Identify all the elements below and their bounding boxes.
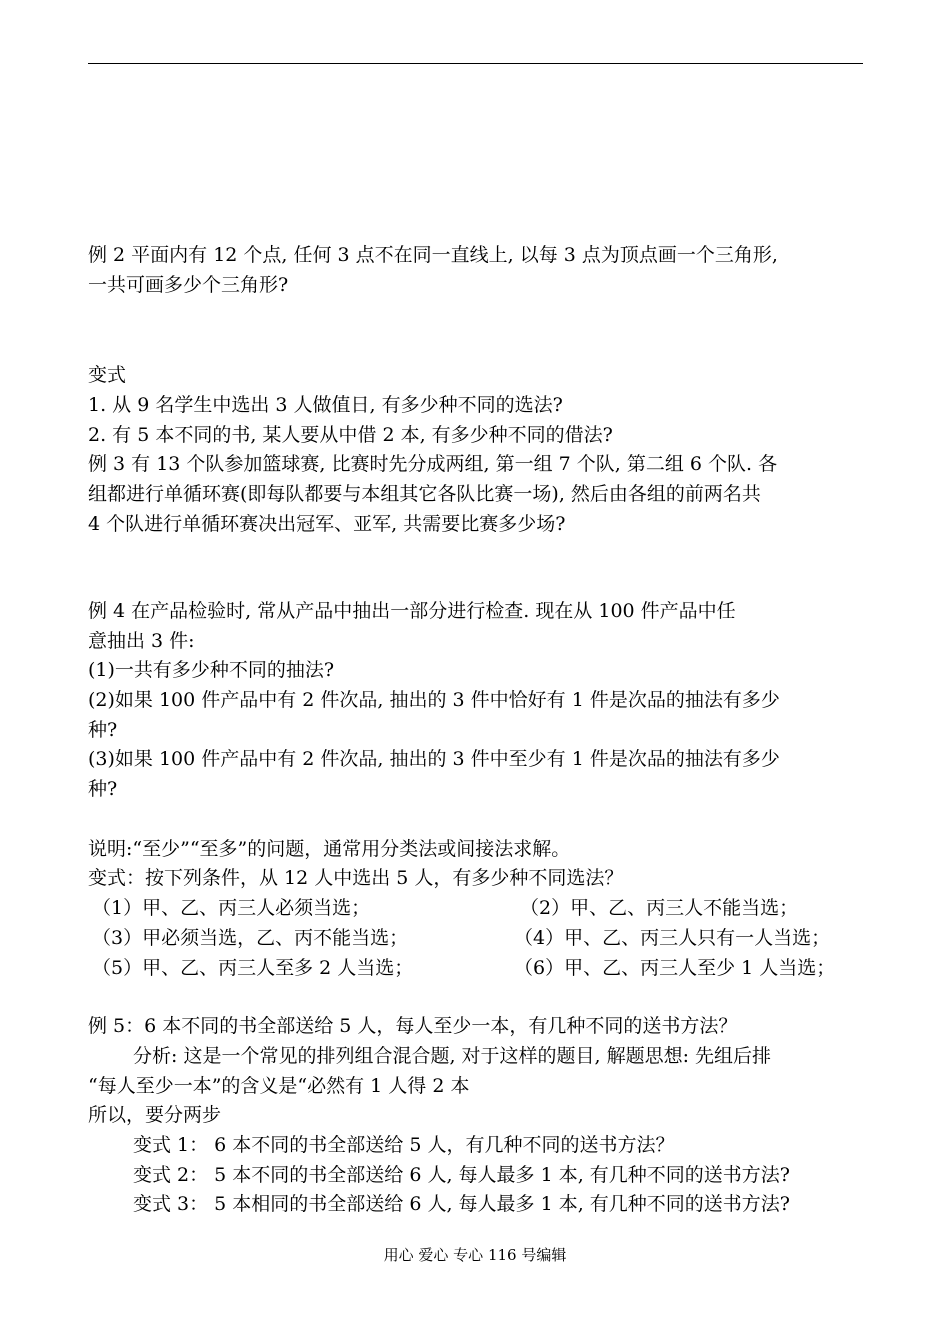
example-3-line-2: 组都进行单循环赛(即每队都要与本组其它各队比赛一场), 然后由各组的前两名共: [88, 483, 761, 505]
example-3-line-1: 例 3 有 13 个队参加篮球赛, 比赛时先分成两组, 第一组 7 个队, 第二组 6 个队. 各: [88, 453, 778, 475]
condition-2: （2）甲、乙、丙三人不能当选；: [520, 897, 799, 919]
example-2-line-2: 一共可画多少个三角形?: [88, 274, 289, 296]
example-5-variant-2: 变式 2： 5 本不同的书全部送给 6 人, 每人最多 1 本, 有几种不同的送书方法?: [133, 1164, 790, 1186]
condition-5: （5）甲、乙、丙三人至多 2 人当选；: [92, 957, 414, 979]
example-4-question-3: (3)如果 100 件产品中有 2 件次品, 抽出的 3 件中至少有 1 件是次品的抽法有多少: [88, 748, 780, 770]
variant-title: 变式: [88, 364, 127, 386]
example-5-meaning: “每人至少一本”的含义是“必然有 1 人得 2 本: [88, 1075, 470, 1097]
example-4-question-3-cont: 种?: [88, 778, 118, 800]
example-5-steps: 所以，要分两步: [88, 1104, 222, 1126]
page-footer: 用心 爱心 专心 116 号编辑: [383, 1246, 567, 1264]
example-5-variant-3: 变式 3： 5 本相同的书全部送给 6 人, 每人最多 1 本, 有几种不同的送书方法?: [133, 1193, 790, 1215]
example-4-line-1: 例 4 在产品检验时, 常从产品中抽出一部分进行检查. 现在从 100 件产品中任: [88, 600, 736, 622]
condition-6: （6）甲、乙、丙三人至少 1 人当选；: [514, 957, 836, 979]
note-text: 说明:“至少”“至多”的问题，通常用分类法或间接法求解。: [88, 838, 571, 860]
condition-4: （4）甲、乙、丙三人只有一人当选；: [514, 927, 831, 949]
example-4-line-2: 意抽出 3 件:: [88, 630, 195, 652]
example-5-analysis: 分析: 这是一个常见的排列组合混合题, 对于这样的题目, 解题思想: 先组后排: [133, 1045, 772, 1067]
example-4-question-1: (1)一共有多少种不同的抽法?: [88, 659, 335, 681]
example-5-variant-1: 变式 1： 6 本不同的书全部送给 5 人，有几种不同的送书方法？: [133, 1134, 675, 1156]
note-variant: 变式：按下列条件，从 12 人中选出 5 人，有多少种不同选法？: [88, 867, 624, 889]
example-2-line-1: 例 2 平面内有 12 个点, 任何 3 点不在同一直线上, 以每 3 点为顶点画一个三角形,: [88, 244, 778, 266]
example-5-line-1: 例 5：6 本不同的书全部送给 5 人，每人至少一本，有几种不同的送书方法？: [88, 1015, 738, 1037]
example-4-question-2: (2)如果 100 件产品中有 2 件次品, 抽出的 3 件中恰好有 1 件是次品的抽法有多少: [88, 689, 780, 711]
header-rule: [88, 63, 863, 64]
variant-item-2: 2. 有 5 本不同的书, 某人要从中借 2 本, 有多少种不同的借法?: [88, 424, 613, 446]
example-3-line-3: 4 个队进行单循环赛决出冠军、亚军, 共需要比赛多少场?: [88, 513, 566, 535]
example-4-question-2-cont: 种?: [88, 719, 118, 741]
condition-1: （1）甲、乙、丙三人必须当选；: [92, 897, 371, 919]
variant-item-1: 1. 从 9 名学生中选出 3 人做值日, 有多少种不同的选法?: [88, 394, 563, 416]
condition-3: （3）甲必须当选，乙、丙不能当选；: [92, 927, 409, 949]
